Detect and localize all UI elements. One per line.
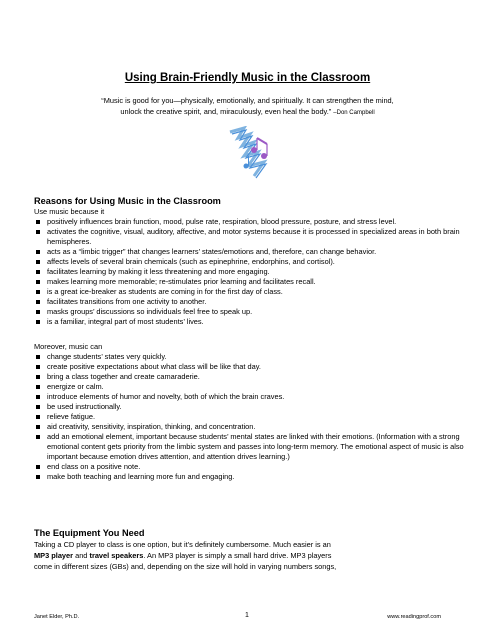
note-head-1	[251, 147, 257, 153]
list-item: energize or calm.	[34, 382, 474, 392]
list-item: create positive expectations about what class will be like that day.	[34, 362, 474, 372]
footer-author: Janet Elder, Ph.D.	[34, 614, 80, 620]
equipment-paragraph: Taking a CD player to class is one option, but it’s definitely cumbersome. Much easier is an MP3 player and travel speakers. An MP3 player is simply a small hard drive. MP3 players come in different sizes (GBs) and, depending on the size will hold in varying numbers songs,	[34, 540, 337, 571]
list-item: make both teaching and learning more fun and engaging.	[34, 472, 474, 482]
moreover-intro: Moreover, music can	[34, 342, 103, 351]
list-item: bring a class together and create camaraderie.	[34, 372, 474, 382]
reasons-list	[34, 217, 474, 327]
list-item: is a great ice-breaker as students are coming in for the first day of class.	[34, 287, 474, 297]
list-item: activates the cognitive, visual, auditory, affective, and motor systems because it is processed in specialized areas in both brain hemispheres.	[34, 227, 474, 247]
zigzag-stroke	[230, 128, 264, 176]
equipment-heading: The Equipment You Need	[34, 528, 145, 538]
list-item: introduce elements of humor and novelty, both of which the brain craves.	[34, 392, 474, 402]
reasons-section	[34, 195, 474, 327]
equipment-section	[34, 527, 474, 572]
list-item: affects levels of several brain chemicals (such as epinephrine, endorphins, and cortisol).	[34, 257, 474, 267]
moreover-list	[34, 352, 474, 482]
list-item: aid creativity, sensitivity, inspiration, thinking, and concentration.	[34, 422, 474, 432]
quote-attribution: –Don Campbell	[333, 110, 375, 116]
list-item: positively influences brain function, mood, pulse rate, respiration, blood pressure, posture, and stress level.	[34, 217, 474, 227]
mp3-player-term: MP3 player	[34, 551, 74, 560]
list-item: relieve fatigue.	[34, 412, 474, 422]
list-item: facilitates learning by making it less threatening and more engaging.	[34, 267, 474, 277]
moreover-section	[34, 342, 474, 482]
quote-line-2: unlock the creative spirit, and, miraculously, even heal the body.” –Don Campbell	[120, 107, 375, 116]
list-item: be used instructionally.	[34, 402, 474, 412]
list-item: facilitates transitions from one activity to another.	[34, 297, 474, 307]
note-head-3	[244, 164, 249, 169]
reasons-heading: Reasons for Using Music in the Classroom	[34, 196, 221, 206]
list-item: add an emotional element, important because students’ mental states are linked with their emotions. (Information with a strong emotional content gets priority from the limbic system and passes into long-term memory. The emotional aspect of music is also important because emotion drives attention, and attention drives learning.)	[34, 432, 474, 462]
list-item: acts as a “limbic trigger” that changes learners’ states/emotions and, therefore, can change behavior.	[34, 247, 474, 257]
travel-speakers-term: travel speakers	[89, 551, 144, 560]
quote-line-1: “Music is good for you—physically, emotionally, and spiritually. It can strengthen the mind,	[101, 96, 394, 105]
music-notes-icon	[224, 126, 274, 182]
list-item: end class on a positive note.	[34, 462, 474, 472]
note-head-2	[261, 153, 267, 159]
page-title: Using Brain-Friendly Music in the Classroom	[124, 72, 371, 84]
note-beam	[257, 138, 267, 144]
list-item: change students’ states very quickly.	[34, 352, 474, 362]
page-number: 1	[245, 612, 249, 619]
footer-website: www.readingprof.com	[387, 614, 441, 620]
list-item: makes learning more memorable; re-stimulates prior learning and facilitates recall.	[34, 277, 474, 287]
list-item: is a familiar, integral part of most students’ lives.	[34, 317, 474, 327]
reasons-intro: Use music because it	[34, 207, 105, 216]
epigraph-quote	[60, 95, 435, 119]
list-item: masks groups’ discussions so individuals feel free to speak up.	[34, 307, 474, 317]
